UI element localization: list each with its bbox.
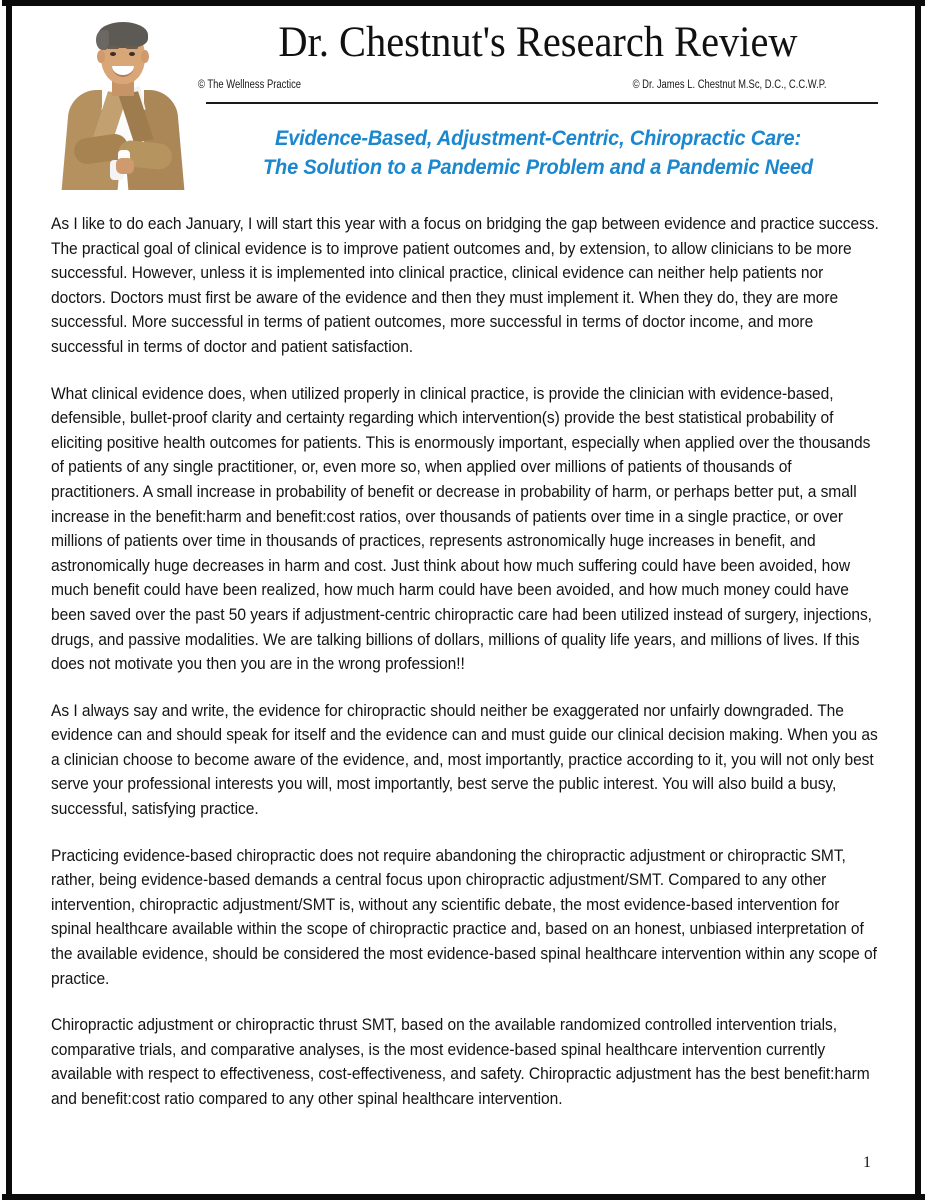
portrait-eye-right: [129, 52, 135, 56]
article-title-line-1: Evidence-Based, Adjustment-Centric, Chiropractic Care:: [275, 126, 801, 150]
page-number: 1: [863, 1154, 871, 1171]
article-title-line-2: The Solution to a Pandemic Problem and a Pandemic Need: [263, 155, 813, 179]
page-border-bottom: [0, 1194, 927, 1200]
portrait-illustration: [60, 18, 188, 190]
portrait-ear-right: [141, 50, 149, 63]
article-title: [222, 124, 854, 182]
credit-publisher: © The Wellness Practice: [198, 79, 302, 92]
page-content: [12, 6, 915, 1194]
portrait-eyebrow-left: [107, 46, 119, 49]
paragraph: As I like to do each January, I will start this year with a focus on bridging the gap between evidence and practice success. The practical goal of clinical evidence is to improve patient outcomes and, by extension, to allow clinicians to be more successful. However, unless it is implemented into clinical practice, clinical evidence can neither help patients nor doctors. Doctors must first be aware of the evidence and then they must implement it. When they do, they are more successful. More successful in terms of patient outcomes, more successful in terms of doctor income, and more successful in terms of doctor and patient satisfaction.: [51, 215, 879, 356]
article-body: [51, 212, 879, 1134]
masthead-text-block: [198, 6, 878, 179]
paragraph: Practicing evidence-based chiropractic does not require abandoning the chiropractic adjustment or chiropractic SMT, rather, being evidence-based demands a central focus upon chiropractic adjustment/SMT. Compared to any other intervention, chiropractic adjustment/SMT is, without any scientific debate, the most evidence-based intervention for spinal healthcare available within the scope of chiropractic practice and, based on an honest, unbiased interpretation of the available evidence, should be considered the most evidence-based spinal healthcare intervention within any scope of practice.: [51, 846, 877, 988]
masthead: [12, 6, 915, 204]
credit-author: © Dr. James L. Chestnut M.Sc, D.C., C.C.W.P.: [632, 79, 827, 92]
masthead-divider: [206, 102, 878, 104]
credit-line: [198, 79, 873, 97]
author-portrait: [60, 18, 188, 190]
portrait-hand: [116, 158, 134, 174]
page-edge-left: [0, 0, 2, 1200]
portrait-eyebrow-right: [126, 46, 138, 49]
portrait-ear-left: [97, 50, 105, 63]
publication-title: Dr. Chestnut's Research Review: [278, 19, 798, 66]
page-border-right: [915, 0, 921, 1200]
paragraph: As I always say and write, the evidence for chiropractic should neither be exaggerated nor unfairly downgraded. The evidence can and should speak for itself and the evidence can and must guide our clinical decision making. When you as a clinician choose to become aware of the evidence, and, most importantly, practice according to it, you will not only best serve your professional interests you will, most importantly, best serve the public interest. You will also build a busy, successful, satisfying practice.: [51, 701, 878, 819]
paragraph: What clinical evidence does, when utilized properly in clinical practice, is provide the clinician with evidence-based, defensible, bullet-proof clarity and certainty regarding which intervention(s) provide the best statistical probability of eliciting positive health outcomes for patients. This is enormously important, especially when applied over the thousands of patients of any single practitioner, or, even more so, when applied over millions of patients of thousands of practitioners. A small increase in probability of benefit or decrease in probability of harm, or perhaps better put, a small increase in the benefit:harm and benefit:cost ratios, over thousands of patients over time in a single practice, or over millions of patients over time in thousands of practices, represents astronomically huge increases in benefit, and astronomically huge decreases in harm and cost. Just think about how much suffering could have been avoided, how much benefit could have been realized, how much harm could have been avoided, and how much money could have been saved over the past 50 years if adjustment-centric chiropractic care had been utilized instead of surgery, injections, drugs, and passive modalities. We are talking billions of dollars, millions of quality life years, and millions of lives. If this does not motivate you then you are in the wrong profession!!: [51, 384, 872, 674]
paragraph: Chiropractic adjustment or chiropractic thrust SMT, based on the available randomized controlled intervention trials, comparative trials, and comparative analyses, is the most evidence-based spinal healthcare intervention currently available with respect to effectiveness, cost-effectiveness, and safety. Chiropractic adjustment has the best benefit:harm and benefit:cost ratio compared to any other spinal healthcare intervention.: [51, 1016, 870, 1108]
portrait-eye-left: [110, 52, 116, 56]
